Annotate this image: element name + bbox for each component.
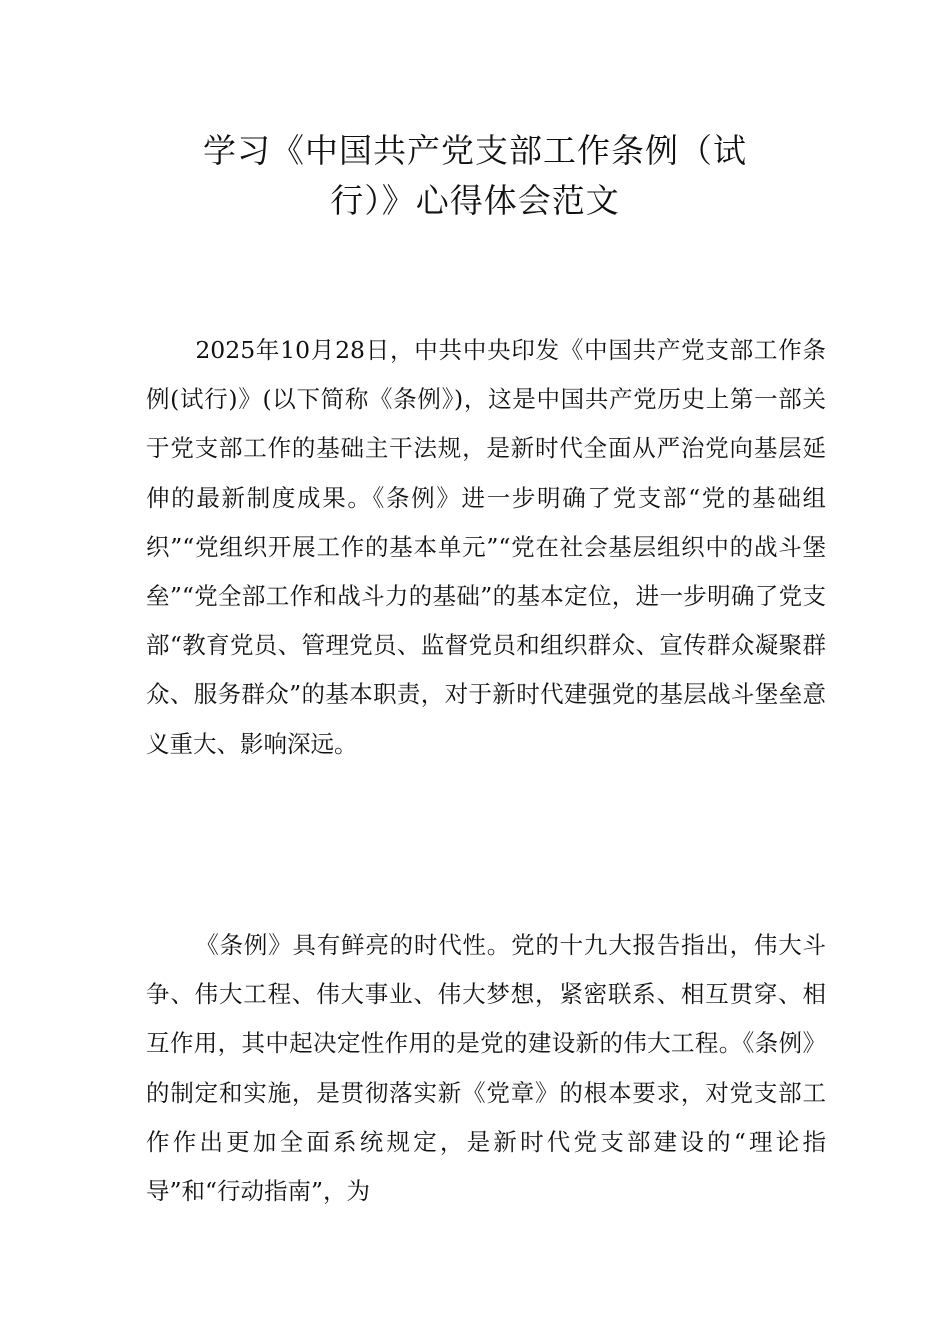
document-title <box>0 126 950 226</box>
paragraph-2: 《条例》具有鲜亮的时代性。党的十九大报告指出，伟大斗争、伟大工程、伟大事业、伟大梦想，紧密联系、相互贯穿、相互作用，其中起决定性作用的是党的建设新的伟大工程。《条例》的制定和实施，是贯彻落实新《党章》的根本要求，对党支部工作作出更加全面系统规定，是新时代党支部建设的“理论指导”和“行动指南”，为 <box>146 931 826 1206</box>
title-line-2: 行）》心得体会范文 <box>330 181 620 220</box>
title-line-1: 学习《中国共产党支部工作条例（试 <box>203 131 747 170</box>
paragraph-1: 2025年10月28日，中共中央印发《中国共产党支部工作条例(试行)》(以下简称《条例》)，这是中国共产党历史上第一部关于党支部工作的基础主干法规，是新时代全面从严治党向基层延伸的最新制度成果。《条例》进一步明确了党支部“党的基础组织”“党组织开展工作的基本单元”“党在社会基层组织中的战斗堡垒”“党全部工作和战斗力的基础”的基本定位，进一步明确了党支部“教育党员、管理党员、监督党员和组织群众、宣传群众凝聚群众、服务群众”的基本职责，对于新时代建强党的基层战斗堡垒意义重大、影响深远。 <box>146 336 826 758</box>
